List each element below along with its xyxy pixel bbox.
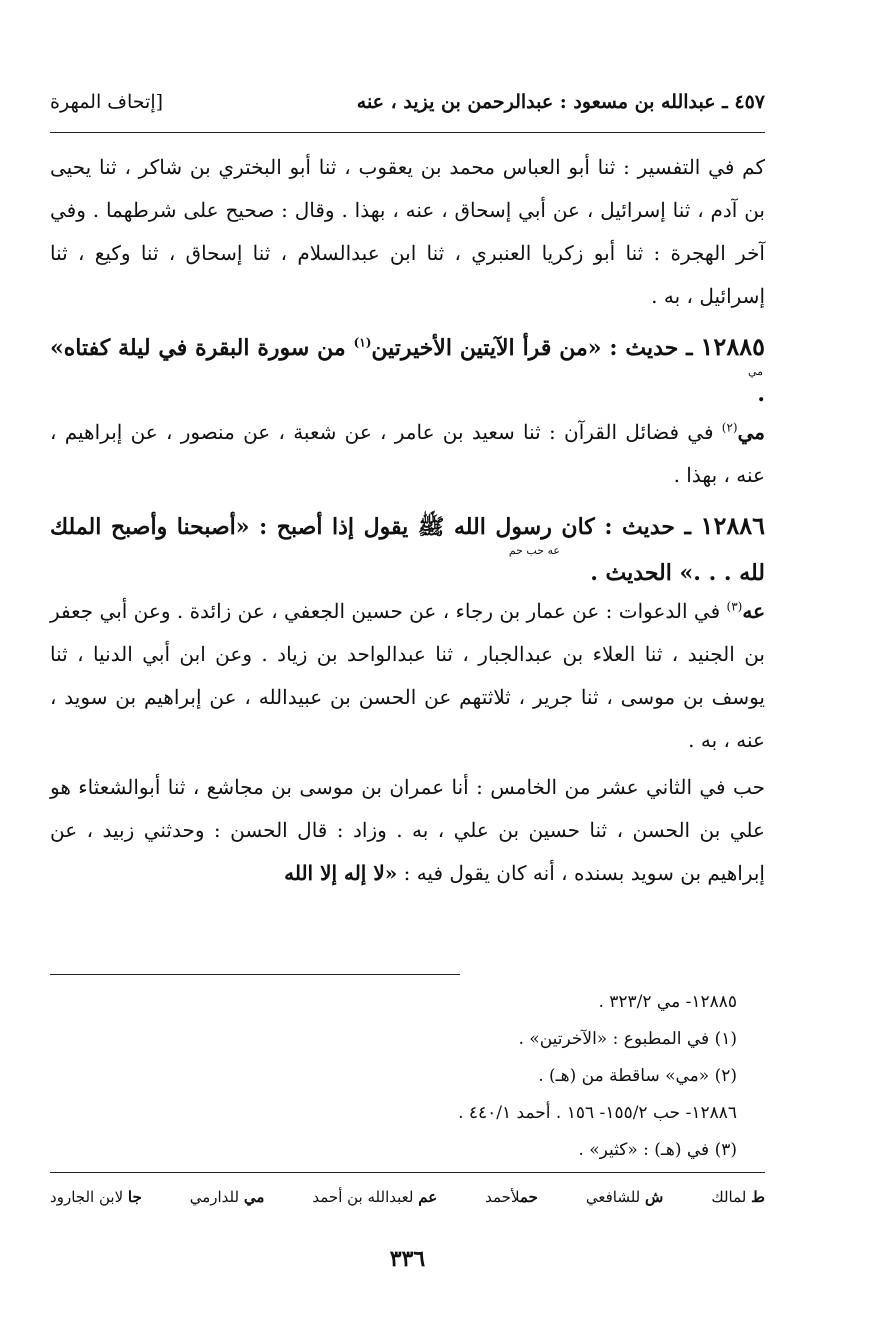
- paragraph-ibn-hibban: [50, 766, 765, 895]
- hadith-number: ١٢٨٨٦: [700, 511, 765, 540]
- footnotes: [50, 984, 737, 1169]
- footnote-ref-2: (٢): [721, 420, 738, 435]
- hadith-text-part1: ـ حديث : «من قرأ الآيتين الأخيرتين: [371, 335, 701, 361]
- header-book-title: [إتحاف المهرة: [50, 91, 164, 113]
- footnote-line: ١٢٨٨٦- حب ١٥٥/٢- ١٥٦ . أحمد ٤٤٠/١ .: [458, 1103, 737, 1123]
- source-abbr-mi: مي: [737, 420, 765, 444]
- legend-name: لمالك: [711, 1188, 747, 1206]
- paragraph-hakim: كم في التفسير : ثنا أبو العباس محمد بن يعقوب ، ثنا أبو البختري بن شاكر ، ثنا يحيى بن آدم ، ثنا إسرائيل ، عن أبي إسحاق ، عنه ، بهذا . وقال : صحيح على شرطهما . وفي آخر الهجرة : ثنا أبو زكريا العنبري ، ثنا ابن عبدالسلام ، ثنا إسحاق ، ثنا وكيع ، ثنا إسرائيل ، به .: [50, 155, 765, 308]
- paragraph-ibn-hibban-text: حب في الثاني عشر من الخامس : أنا عمران بن موسى بن مجاشع ، ثنا أبوالشعثاء هو علي بن الحسن ، ثنا حسين بن علي ، به . وزاد : قال الحسن : وحدثني زبيد ، عن إبراهيم بن سويد بسنده ، أنه كان يقول فيه :: [50, 775, 765, 885]
- hadith-12885: [50, 324, 765, 417]
- paragraph-ibn-hibban-quote: «لا إله إلا الله: [284, 861, 398, 885]
- abbreviation-legend: [50, 1182, 765, 1212]
- legend-name: لأحمد: [485, 1188, 520, 1206]
- header-chapter-title: ٤٥٧ ـ عبدالله بن مسعود : عبدالرحمن بن يزيد ، عنه: [356, 91, 765, 113]
- legend-name: للدارمي: [189, 1188, 240, 1206]
- legend-item: [190, 1188, 265, 1206]
- running-header: [50, 84, 765, 120]
- legend-abbr: عم: [418, 1188, 438, 1206]
- footnote-line: (٢) «مي» ساقطة من (هـ) .: [538, 1066, 737, 1086]
- footnote-line: (٣) في (هـ) : «كثير» .: [578, 1140, 737, 1160]
- footnote-ref-1: (١): [353, 335, 372, 350]
- paragraph-abu-awana-text: في الدعوات : عن عمار بن رجاء ، عن حسين الجعفي ، عن زائدة . وعن أبي جعفر بن الجنيد ، ثنا العلاء بن عبدالجبار ، ثنا عبدالواحد بن زياد . وعن ابن أبي الدنيا ، ثنا يوسف بن موسى ، ثنا جرير ، ثلاثتهم عن الحسن بن عبيدالله ، عن إبراهيم بن سويد ، عنه ، به .: [50, 599, 765, 752]
- legend-item: [50, 1188, 142, 1206]
- hadith-12886: [50, 503, 765, 596]
- hadith-text: ـ حديث : كان رسول الله ﷺ يقول إذا أصبح : «أصبحنا وأصبح الملك لله . . .» الحديث .: [50, 514, 765, 586]
- legend-abbr: جا: [127, 1188, 142, 1206]
- legend-abbr: مي: [243, 1188, 265, 1206]
- legend-name: لعبدالله بن أحمد: [312, 1188, 414, 1206]
- hadith-sigla-12885: مي: [747, 365, 763, 378]
- legend-abbr: ش: [645, 1188, 664, 1206]
- legend-abbr: حم: [519, 1188, 538, 1206]
- hadith-text-part2: من سورة البقرة في ليلة كفتاه» .: [50, 335, 765, 407]
- legend-item: [711, 1188, 765, 1206]
- legend-item: [485, 1188, 538, 1206]
- footnote-divider: [50, 974, 460, 975]
- legend-divider: [50, 1172, 765, 1173]
- legend-name: لابن الجارود: [50, 1188, 124, 1206]
- page-number: ٣٣٦: [389, 1246, 426, 1272]
- footnote-line: (١) في المطبوع : «الآخرتين» .: [518, 1029, 737, 1049]
- legend-abbr: ط: [751, 1188, 765, 1206]
- footnote-line: ١٢٨٨٥- مي ٣٢٣/٢ .: [598, 992, 737, 1012]
- legend-item: [312, 1188, 437, 1206]
- paragraph-darimi: [50, 411, 765, 497]
- source-abbr-ah: عه: [742, 599, 765, 623]
- footnote-ref-3: (٣): [726, 599, 743, 614]
- book-page: [50, 0, 765, 1325]
- legend-item: [586, 1188, 664, 1206]
- hadith-number: ١٢٨٨٥: [700, 332, 765, 361]
- legend-name: للشافعي: [585, 1188, 641, 1206]
- hadith-sigla-12886: عه حب حم: [508, 544, 560, 557]
- paragraph-abu-awana: [50, 590, 765, 762]
- main-text: [50, 146, 765, 899]
- paragraph-darimi-text: في فضائل القرآن : ثنا سعيد بن عامر ، عن شعبة ، عن منصور ، عن إبراهيم ، عنه ، بهذا .: [50, 420, 765, 487]
- header-divider: [50, 132, 765, 133]
